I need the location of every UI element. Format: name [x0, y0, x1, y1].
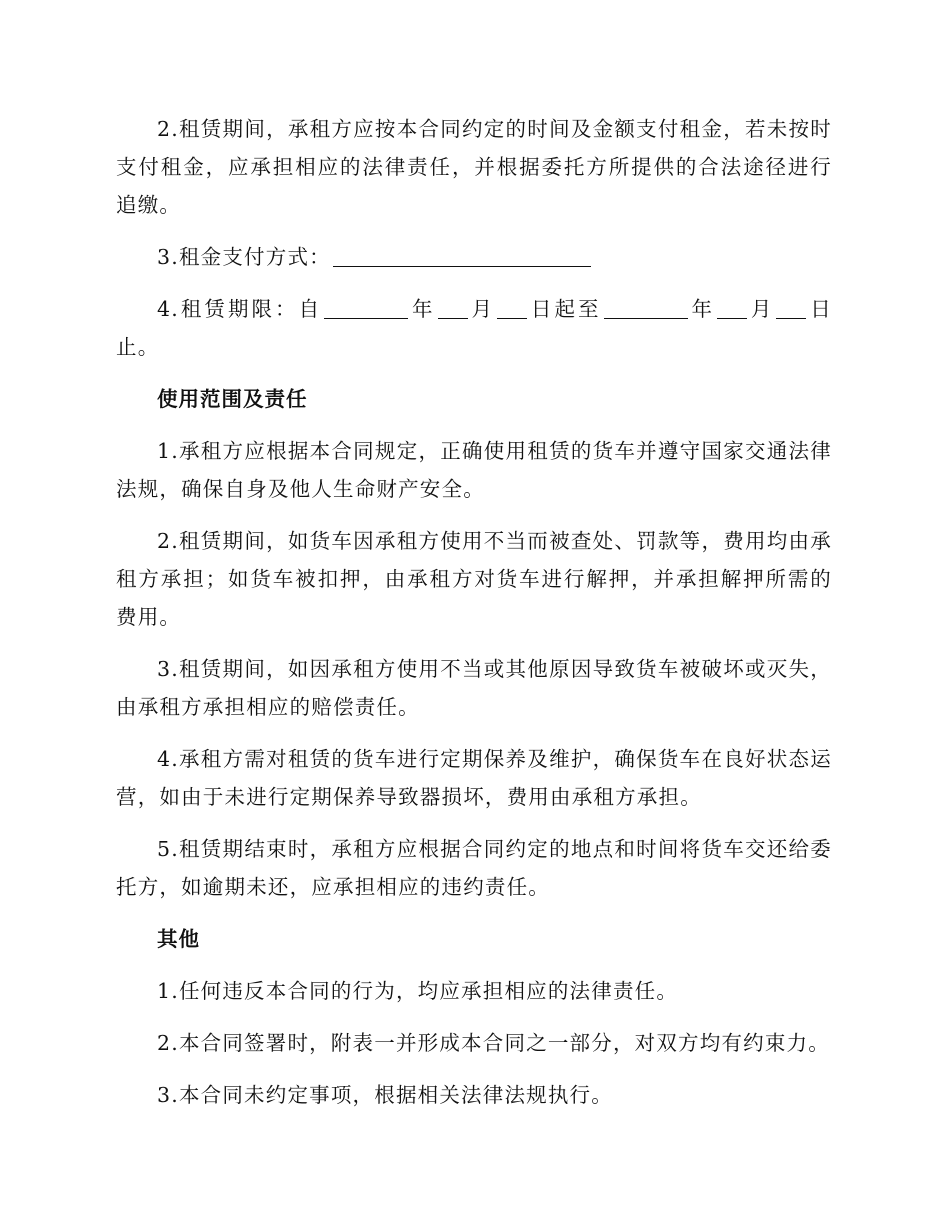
usage-clause-2: 2.租赁期间，如货车因承租方使用不当而被查处、罚款等，费用均由承租方承担；如货车被扣押，由承租方对货车进行解押，并承担解押所需的费用。	[116, 529, 832, 629]
usage-clause-3: 3.租赁期间，如因承租方使用不当或其他原因导致货车被破坏或灭失，由承租方承担相应的赔偿责任。	[116, 657, 832, 719]
section-heading-other: 其他	[157, 927, 200, 951]
clause-rent-payment: 2.租赁期间，承租方应按本合同约定的时间及金额支付租金，若未按时支付租金，应承担相应的法律责任，并根据委托方所提供的合法途径进行追缴。	[116, 117, 832, 217]
end-month-blank[interactable]	[717, 296, 747, 319]
other-clause-2: 2.本合同签署时，附表一并形成本合同之一部分，对双方均有约束力。	[157, 1031, 830, 1055]
end-day-blank[interactable]	[776, 296, 806, 319]
start-year-label: 年	[410, 297, 436, 321]
end-year-label: 年	[689, 297, 715, 321]
usage-clause-4: 4.承租方需对租赁的货车进行定期保养及维护，确保货车在良好状态运营，如由于未进行定期保养导致器损坏，费用由承租方承担。	[116, 747, 832, 809]
start-month-blank[interactable]	[438, 296, 468, 319]
other-clause-1: 1.任何违反本合同的行为，均应承担相应的法律责任。	[157, 979, 679, 1003]
end-day-label: 日止。	[116, 297, 832, 359]
usage-clause-1: 1.承租方应根据本合同规定，正确使用租赁的货车并遵守国家交通法律法规，确保自身及他人生命财产安全。	[116, 439, 832, 501]
end-year-blank[interactable]	[604, 296, 688, 319]
start-day-blank[interactable]	[497, 296, 527, 319]
payment-method-blank[interactable]	[333, 244, 591, 267]
usage-clause-5: 5.租赁期结束时，承租方应根据合同约定的地点和时间将货车交还给委托方，如逾期未还，应承担相应的违约责任。	[116, 837, 832, 899]
end-month-label: 月	[749, 297, 775, 321]
other-clause-3: 3.本合同未约定事项，根据相关法律法规执行。	[157, 1083, 613, 1107]
start-month-label: 月	[469, 297, 496, 321]
clause-lease-term	[116, 290, 832, 366]
start-day-label: 日起至	[529, 297, 602, 321]
clause-payment-method	[116, 238, 832, 276]
lease-term-prefix: 4.租赁期限：自	[157, 297, 323, 321]
start-year-blank[interactable]	[324, 296, 408, 319]
section-heading-usage: 使用范围及责任	[157, 387, 308, 411]
payment-method-label: 3.租金支付方式：	[157, 245, 331, 269]
